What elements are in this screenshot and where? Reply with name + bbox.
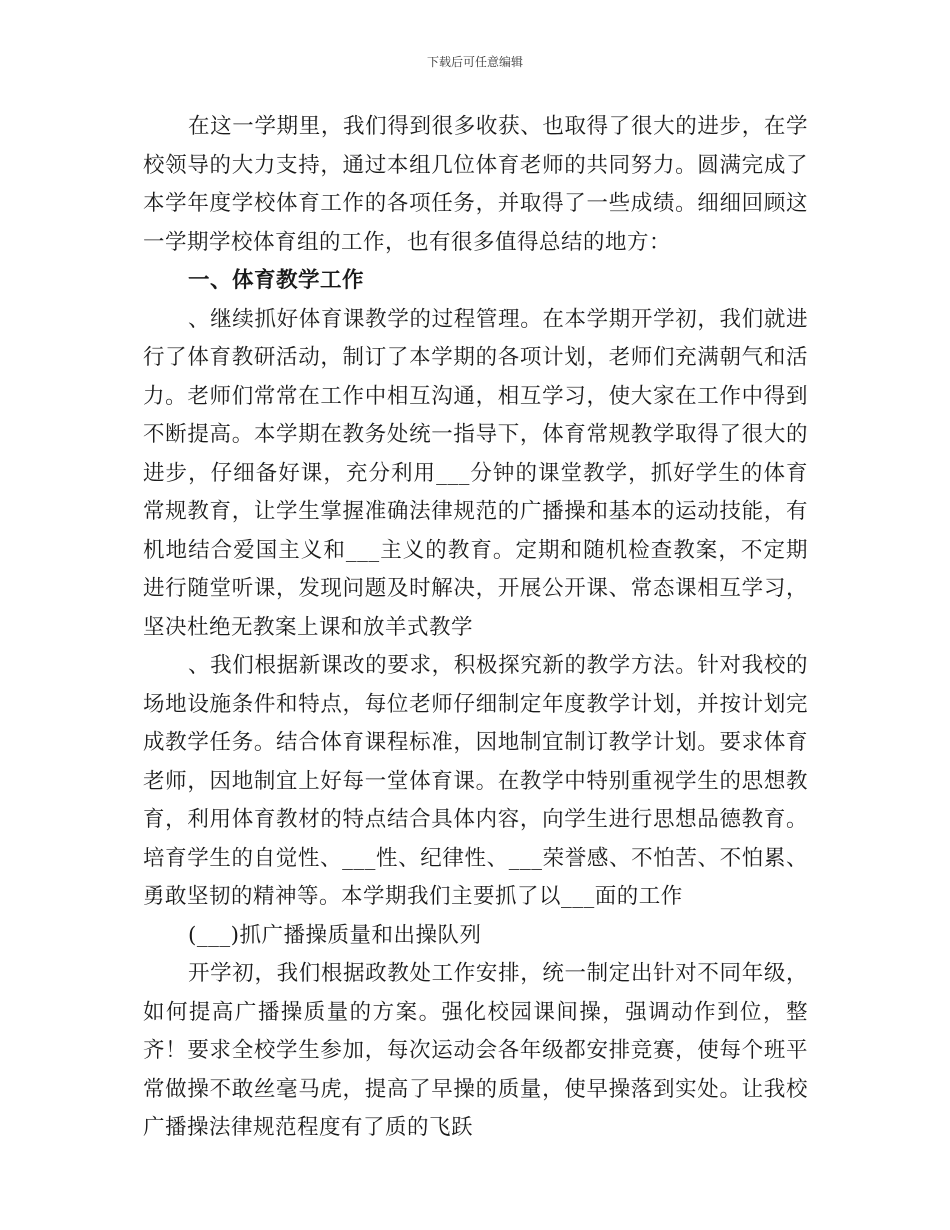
subheading-broadcast-exercise: (___)抓广播操质量和出操队列	[188, 922, 482, 948]
paragraph-new-curriculum: 、我们根据新课改的要求，积极探究新的教学方法。针对我校的场地设施条件和特点，每位老师仔细制定年度教学计划，并按计划完成教学任务。结合体育课程标准，因地制宜制订教学计划。要求体育老师，因地制宜上好每一堂体育课。在教学中特别重视学生的思想教育，利用体育教材的特点结合具体内容，向学生进行思想品德教育。培育学生的自觉性、___性、纪律性、___荣誉感、不怕苦、不怕累、勇敢坚韧的精神等。本学期我们主要抓了以___面的工作	[143, 653, 808, 909]
paragraph-broadcast-exercise: 开学初，我们根据政教处工作安排，统一制定出针对不同年级，如何提高广播操质量的方案。强化校园课间操，强调动作到位，整齐！要求全校学生参加，每次运动会各年级都安排竞赛，使每个班平常做操不敢丝毫马虎，提高了早操的质量，使早操落到实处。让我校广播操法律规范程度有了质的飞跃	[143, 961, 808, 1140]
header-note: 下载后可任意编辑	[426, 55, 523, 69]
section-heading: 一、体育教学工作	[188, 268, 365, 293]
intro-paragraph: 在这一学期里，我们得到很多收获、也取得了很大的进步，在学校领导的大力支持，通过本组几位体育老师的共同努力。圆满完成了本学年度学校体育工作的各项任务，并取得了一些成绩。细细回顾这一学期学校体育组的工作，也有很多值得总结的地方：	[143, 114, 808, 255]
document-body	[143, 108, 808, 1148]
paragraph-teaching-management: 、继续抓好体育课教学的过程管理。在本学期开学初，我们就进行了体育教研活动，制订了本学期的各项计划，老师们充满朝气和活力。老师们常常在工作中相互沟通，相互学习，使大家在工作中得到不断提高。本学期在教务处统一指导下，体育常规教学取得了很大的进步，仔细备好课，充分利用___分钟的课堂教学，抓好学生的体育常规教育，让学生掌握准确法律规范的广播操和基本的运动技能，有机地结合爱国主义和___主义的教育。定期和随机检查教案，不定期进行随堂听课，发现问题及时解决，开展公开课、常态课相互学习，坚决杜绝无教案上课和放羊式教学	[143, 306, 808, 640]
